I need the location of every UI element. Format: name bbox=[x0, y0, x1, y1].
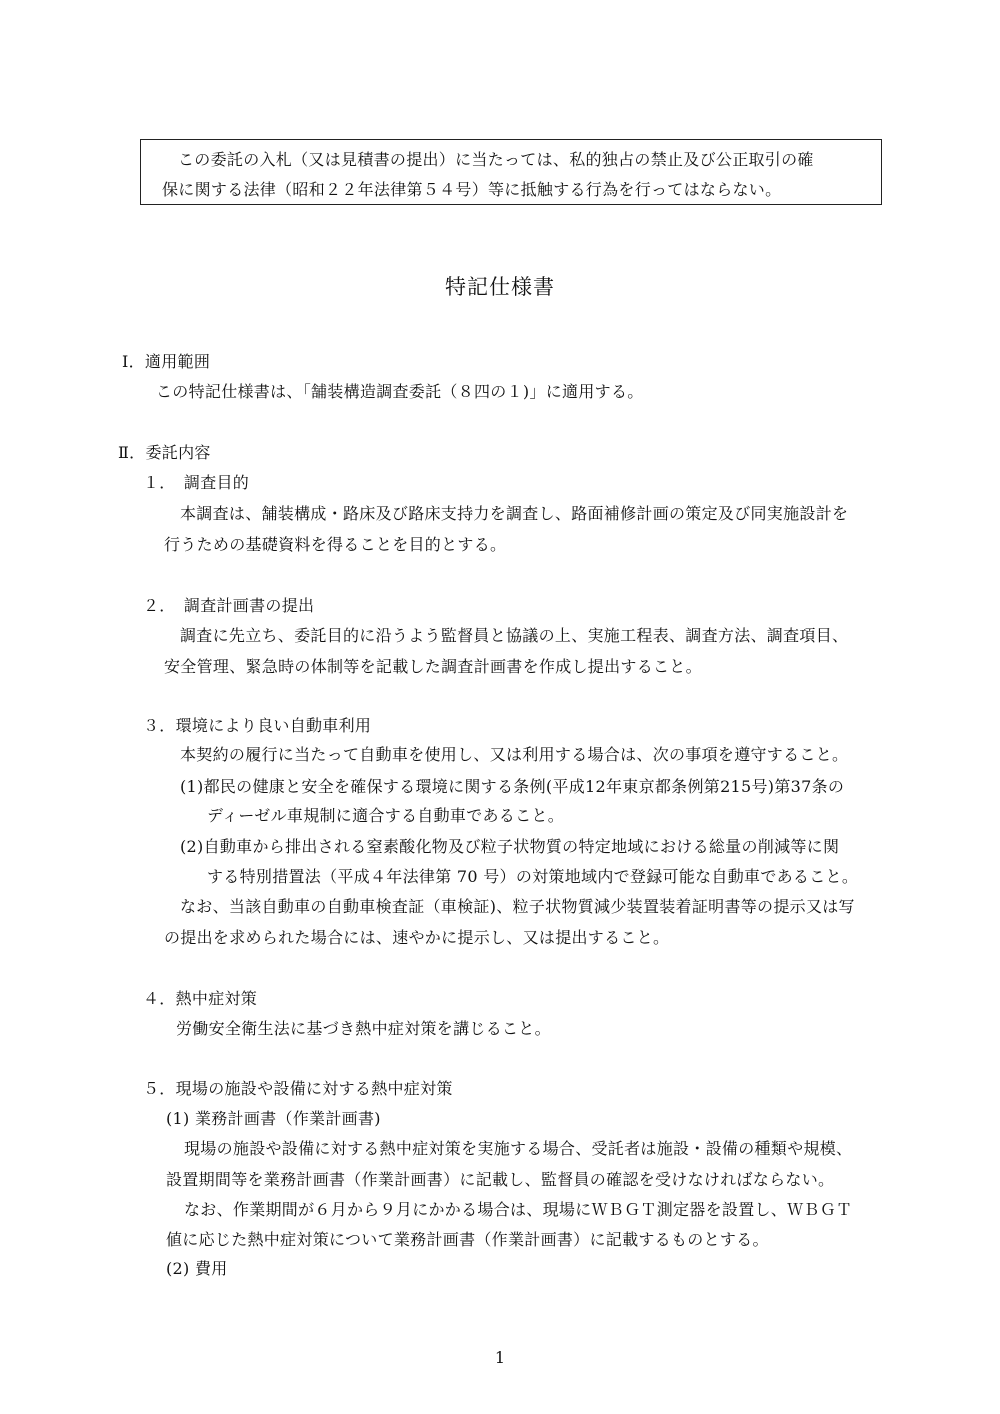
item-1-heading: １． 調査目的 bbox=[143, 473, 250, 492]
item-1-line-2: 行うための基礎資料を得ることを目的とする。 bbox=[164, 535, 507, 554]
item-3-sub-2-line-2: する特別措置法（平成４年法律第 70 号）の対策地域内で登録可能な自動車であること。 bbox=[207, 867, 859, 886]
item-3-heading: ３．環境により良い自動車利用 bbox=[143, 716, 372, 735]
notice-line-2: 保に関する法律（昭和２２年法律第５４号）等に抵触する行為を行ってはならない。 bbox=[162, 180, 782, 199]
item-5-para-1-line-2: 設置期間等を業務計画書（作業計画書）に記載し、監督員の確認を受けなければならない。 bbox=[166, 1170, 835, 1189]
item-5-para-2-line-2: 値に応じた熱中症対策について業務計画書（作業計画書）に記載するものとする。 bbox=[166, 1230, 769, 1249]
item-3-sub-1-line-1: (1)都民の健康と安全を確保する環境に関する条例(平成12年東京都条例第215号)第37条の bbox=[180, 777, 845, 796]
section-1-heading: Ⅰ．適用範囲 bbox=[122, 352, 211, 371]
page-number: 1 bbox=[494, 1348, 506, 1367]
item-2-line-2: 安全管理、緊急時の体制等を記載した調査計画書を作成し提出すること。 bbox=[164, 657, 702, 676]
item-5-sub-2-heading: (2) 費用 bbox=[166, 1259, 228, 1278]
section-2-heading: Ⅱ．委託内容 bbox=[118, 443, 211, 462]
item-2-heading: ２． 調査計画書の提出 bbox=[143, 596, 315, 615]
item-3-sub-1-line-2: ディーゼル車規制に適合する自動車であること。 bbox=[207, 806, 565, 825]
item-4-heading: ４．熱中症対策 bbox=[143, 989, 258, 1008]
item-5-para-1-line-1: 現場の施設や設備に対する熱中症対策を実施する場合、受託者は施設・設備の種類や規模、 bbox=[184, 1139, 853, 1158]
item-3-sub-2-line-1: (2)自動車から排出される窒素酸化物及び粒子状物質の特定地域における総量の削減等に関 bbox=[180, 837, 840, 856]
item-3-note-line-1: なお、当該自動車の自動車検査証（車検証)、粒子状物質減少装置装着証明書等の提示又は写 bbox=[180, 897, 855, 916]
document-title: 特記仕様書 bbox=[445, 275, 555, 299]
item-1-line-1: 本調査は、舗装構成・路床及び路床支持力を調査し、路面補修計画の策定及び同実施設計を bbox=[180, 504, 849, 523]
item-4-body: 労働安全衛生法に基づき熱中症対策を講じること。 bbox=[176, 1019, 551, 1038]
item-5-sub-1-heading: (1) 業務計画書（作業計画書) bbox=[166, 1109, 381, 1128]
section-1-body: この特記仕様書は、「舗装構造調査委託（８四の１)」に適用する。 bbox=[156, 382, 644, 401]
item-3-intro: 本契約の履行に当たって自動車を使用し、又は利用する場合は、次の事項を遵守すること。 bbox=[180, 745, 849, 764]
item-5-heading: ５．現場の施設や設備に対する熱中症対策 bbox=[143, 1079, 453, 1098]
item-3-note-line-2: の提出を求められた場合には、速やかに提示し、又は提出すること。 bbox=[164, 928, 670, 947]
notice-line-1: この委託の入札（又は見積書の提出）に当たっては、私的独占の禁止及び公正取引の確 bbox=[178, 150, 814, 169]
item-2-line-1: 調査に先立ち、委託目的に沿うよう監督員と協議の上、実施工程表、調査方法、調査項目、 bbox=[180, 626, 849, 645]
item-5-para-2-line-1: なお、作業期間が６月から９月にかかる場合は、現場にＷＢＧＴ測定器を設置し、ＷＢＧＴ bbox=[184, 1200, 853, 1219]
